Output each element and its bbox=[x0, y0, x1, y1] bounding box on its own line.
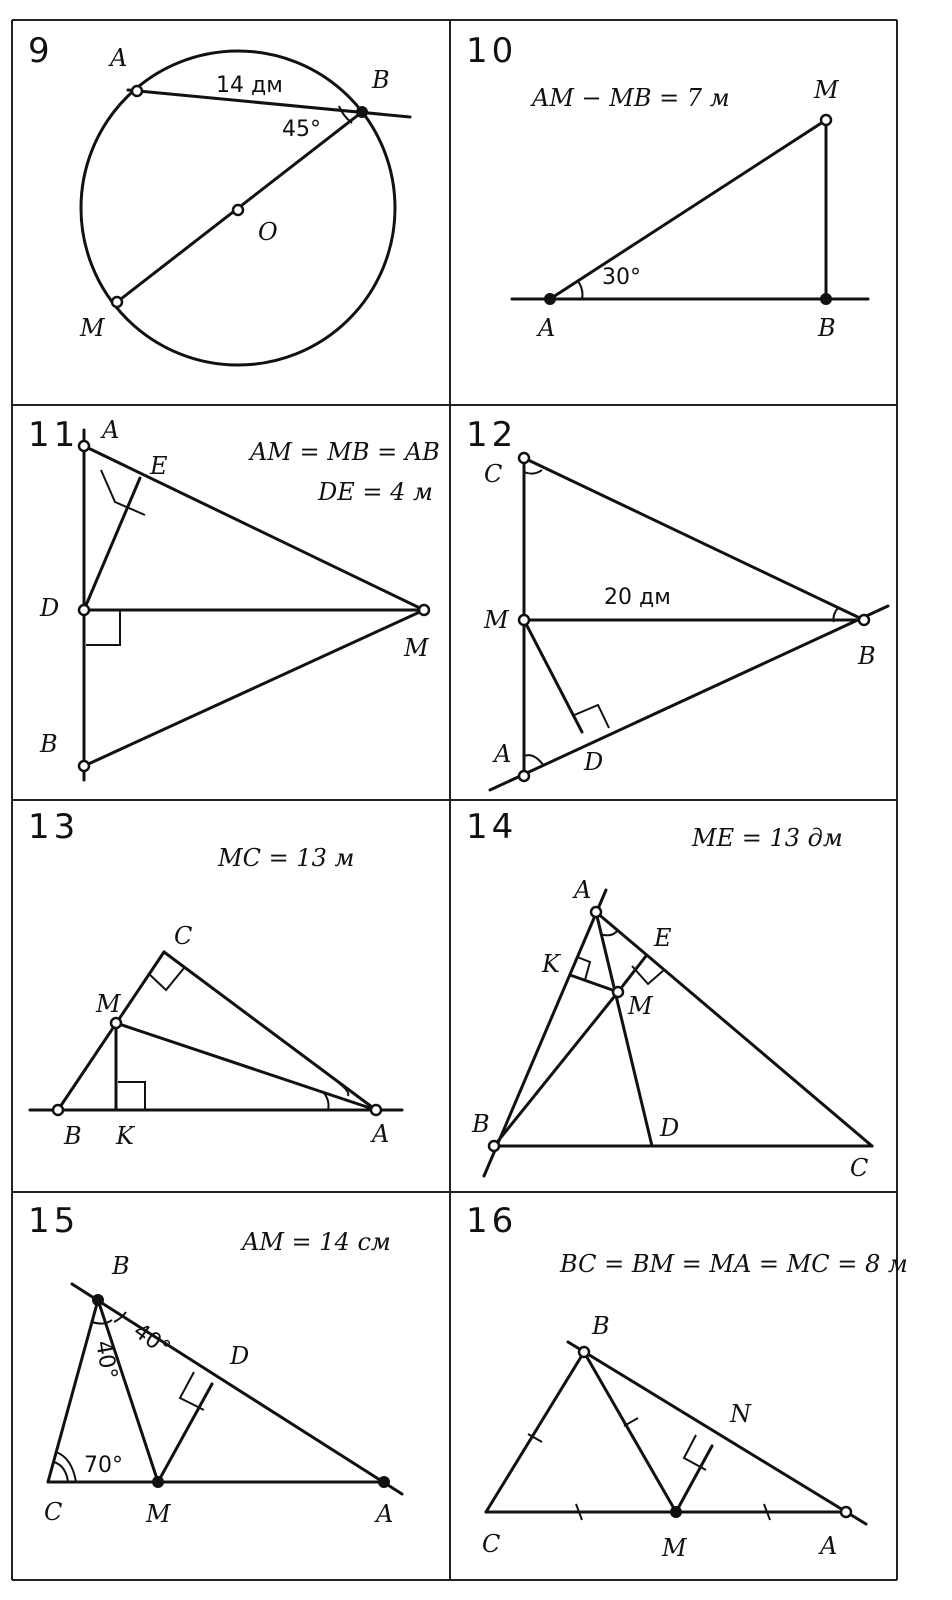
label-b: B bbox=[592, 1312, 610, 1340]
condition: BC = BM = MA = MC = 8 м bbox=[560, 1250, 908, 1278]
right-angle-d bbox=[86, 610, 120, 645]
label-c: C bbox=[484, 460, 503, 488]
label-b: B bbox=[818, 314, 836, 342]
label-d: D bbox=[40, 594, 60, 622]
label-b: B bbox=[858, 642, 876, 670]
problem-11 bbox=[28, 415, 440, 780]
line-ab bbox=[484, 890, 606, 1176]
measure-angle: 45° bbox=[282, 117, 321, 142]
problem-number: 10 bbox=[466, 31, 518, 71]
label-c: C bbox=[482, 1530, 501, 1558]
point-c bbox=[519, 453, 529, 463]
label-a: A bbox=[538, 314, 556, 342]
problem-16 bbox=[466, 1201, 908, 1562]
angle-arc-1 bbox=[324, 1093, 329, 1110]
segment-am bbox=[84, 446, 424, 610]
label-m: M bbox=[404, 634, 429, 662]
condition: AM − MB = 7 м bbox=[532, 84, 730, 112]
problem-14 bbox=[466, 807, 872, 1182]
problem-12 bbox=[466, 415, 888, 790]
segment-bc bbox=[486, 1352, 584, 1512]
label-b: B bbox=[40, 730, 58, 758]
right-angle-k bbox=[118, 1082, 145, 1110]
label-b: B bbox=[472, 1110, 490, 1138]
angle-arc-c2 bbox=[54, 1462, 68, 1482]
measure-mb: 20 дм bbox=[604, 585, 671, 610]
label-m: M bbox=[484, 606, 509, 634]
label-m: M bbox=[662, 1534, 687, 1562]
problem-number: 15 bbox=[28, 1201, 80, 1241]
label-m: M bbox=[96, 990, 121, 1018]
angle-arc-a bbox=[600, 930, 618, 935]
segment-ca bbox=[164, 952, 376, 1110]
label-a: A bbox=[110, 44, 128, 72]
label-e: E bbox=[654, 924, 672, 952]
label-a: A bbox=[376, 1500, 394, 1528]
label-a: A bbox=[494, 740, 512, 768]
problem-number: 11 bbox=[28, 415, 80, 455]
point-b bbox=[489, 1141, 499, 1151]
label-b: B bbox=[112, 1252, 130, 1280]
line-ab bbox=[490, 606, 888, 790]
segment-me bbox=[618, 956, 646, 992]
segment-de bbox=[84, 478, 140, 610]
segment-bm bbox=[494, 992, 618, 1146]
point-a bbox=[841, 1507, 851, 1517]
condition: AM = MB = AB bbox=[250, 438, 440, 466]
segment-cb bbox=[524, 458, 864, 620]
label-d: D bbox=[230, 1342, 250, 1370]
label-d: D bbox=[660, 1114, 680, 1142]
problem-15 bbox=[28, 1201, 402, 1528]
point-m bbox=[519, 615, 529, 625]
label-c: C bbox=[44, 1498, 63, 1526]
problem-number: 9 bbox=[28, 31, 54, 71]
label-n: N bbox=[730, 1400, 751, 1428]
problem-number: 14 bbox=[466, 807, 518, 847]
right-angle-k bbox=[577, 957, 590, 980]
condition: MC = 13 м bbox=[218, 844, 355, 872]
measure-chord: 14 дм bbox=[216, 73, 283, 98]
label-m: M bbox=[814, 76, 839, 104]
point-d bbox=[79, 605, 89, 615]
point-m bbox=[821, 115, 831, 125]
problem-13 bbox=[28, 807, 402, 1150]
measure-angle-cbm: 40° bbox=[90, 1338, 122, 1382]
right-angle-c bbox=[148, 968, 184, 990]
right-angle-e bbox=[101, 470, 145, 515]
angle-arc bbox=[578, 281, 583, 299]
segment-md bbox=[158, 1384, 212, 1482]
point-b bbox=[79, 761, 89, 771]
tick-bm bbox=[624, 1418, 638, 1426]
label-c: C bbox=[850, 1154, 869, 1182]
label-d: D bbox=[584, 748, 604, 776]
label-a: A bbox=[820, 1532, 838, 1560]
measure-angle-c: 70° bbox=[84, 1453, 123, 1478]
point-b bbox=[93, 1295, 103, 1305]
label-k: K bbox=[116, 1122, 134, 1150]
angle-arc-b1 bbox=[92, 1320, 112, 1324]
label-a: A bbox=[372, 1120, 390, 1148]
point-a bbox=[591, 907, 601, 917]
angle-arc-c1 bbox=[56, 1452, 76, 1482]
segment-bm bbox=[584, 1352, 676, 1512]
point-a bbox=[132, 86, 142, 96]
label-m: M bbox=[628, 992, 653, 1020]
label-m: M bbox=[146, 1500, 171, 1528]
point-m bbox=[671, 1507, 681, 1517]
point-m bbox=[111, 1018, 121, 1028]
label-o: O bbox=[258, 218, 278, 246]
point-m bbox=[419, 605, 429, 615]
point-m bbox=[112, 297, 122, 307]
problem-number: 13 bbox=[28, 807, 80, 847]
angle-arc-c bbox=[524, 470, 542, 474]
point-b bbox=[53, 1105, 63, 1115]
label-k: K bbox=[542, 950, 560, 978]
problem-10 bbox=[466, 31, 868, 342]
segment-ma bbox=[116, 1023, 376, 1110]
segment-bc bbox=[58, 952, 164, 1110]
segment-am bbox=[550, 120, 826, 299]
measure-angle: 30° bbox=[602, 265, 641, 290]
label-e: E bbox=[150, 452, 168, 480]
point-a bbox=[79, 441, 89, 451]
angle-arc bbox=[339, 106, 352, 123]
point-b bbox=[357, 107, 367, 117]
problem-number: 12 bbox=[466, 415, 518, 455]
line-ba bbox=[568, 1342, 866, 1524]
label-m: M bbox=[80, 314, 105, 342]
problem-number: 16 bbox=[466, 1201, 518, 1241]
problem-9 bbox=[28, 31, 410, 365]
segment-ac bbox=[596, 912, 872, 1146]
label-b: B bbox=[372, 66, 390, 94]
point-a bbox=[379, 1477, 389, 1487]
bisector-ad bbox=[596, 912, 652, 1146]
condition: AM = 14 см bbox=[242, 1228, 391, 1256]
label-b: B bbox=[64, 1122, 82, 1150]
measure-angle-mba: 40° bbox=[128, 1318, 175, 1362]
point-o bbox=[233, 205, 243, 215]
angle-arc-a bbox=[524, 755, 544, 766]
label-c: C bbox=[174, 922, 193, 950]
segment-bm bbox=[84, 610, 424, 766]
label-a: A bbox=[574, 876, 592, 904]
condition: ME = 13 дм bbox=[692, 824, 843, 852]
point-m bbox=[153, 1477, 163, 1487]
point-b bbox=[821, 294, 831, 304]
point-a bbox=[519, 771, 529, 781]
segment-mn bbox=[676, 1446, 712, 1512]
point-m bbox=[613, 987, 623, 997]
point-a bbox=[545, 294, 555, 304]
condition-2: DE = 4 м bbox=[318, 478, 433, 506]
point-b bbox=[859, 615, 869, 625]
label-a: A bbox=[102, 416, 120, 444]
point-b bbox=[579, 1347, 589, 1357]
point-a bbox=[371, 1105, 381, 1115]
